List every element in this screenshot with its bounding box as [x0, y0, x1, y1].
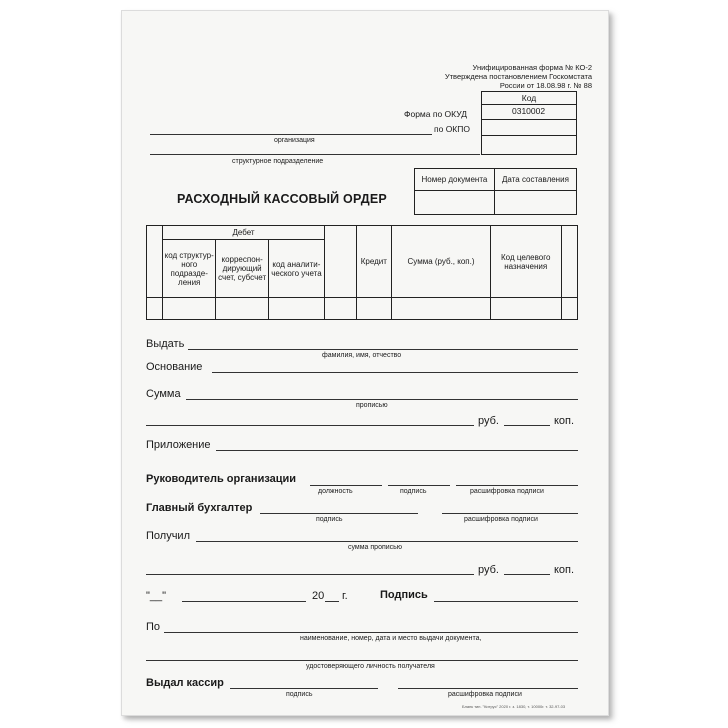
chief-decoding-line[interactable]	[442, 513, 578, 514]
blank-col-start	[147, 226, 163, 240]
okud-label: Форма по ОКУД	[404, 109, 467, 119]
cashier-decoding-line[interactable]	[398, 688, 578, 689]
sum-kop-line[interactable]	[504, 425, 550, 426]
head-signature-caption: подпись	[400, 488, 427, 495]
date-month-line[interactable]	[182, 601, 306, 602]
doc-date-header: Дата составления	[494, 169, 576, 191]
head-decoding-line[interactable]	[456, 485, 578, 486]
form-sheet	[121, 10, 609, 716]
sum-line-1[interactable]	[186, 399, 578, 400]
head-position-caption: должность	[318, 488, 353, 495]
received-rub-label: руб.	[478, 564, 499, 576]
struct-code-header: код структур-ного подразде-ления	[163, 240, 216, 298]
sum-rub-label: руб.	[478, 415, 499, 427]
document-title: РАСХОДНЫЙ КАССОВЫЙ ОРДЕР	[177, 192, 387, 206]
received-line-2[interactable]	[146, 574, 474, 575]
header-line-2: Утверждена постановлением Госкомстата	[444, 72, 592, 81]
printer-imprint: Бланк тип. "Китрус" 2020 г. з. 1830, т. 10000г. т. 32-97-03	[462, 704, 566, 709]
cell-sum[interactable]	[392, 298, 491, 320]
received-label: Получил	[146, 530, 190, 542]
sum-caption: прописью	[356, 402, 388, 409]
issue-line[interactable]	[188, 349, 578, 350]
sum-kop-label: коп.	[554, 415, 575, 427]
purpose-header: Код целевого назначения	[490, 226, 561, 298]
kod-label: Код	[521, 93, 537, 103]
sign-label: Подпись	[380, 589, 428, 601]
cashier-decoding-caption: расшифровка подписи	[448, 691, 522, 698]
head-position-line[interactable]	[310, 485, 382, 486]
chief-signature-line[interactable]	[260, 513, 418, 514]
cell-credit[interactable]	[356, 298, 392, 320]
blank-col-end	[561, 226, 577, 298]
basis-line[interactable]	[212, 372, 578, 373]
head-decoding-caption: расшифровка подписи	[470, 488, 544, 495]
cell-analytic[interactable]	[269, 298, 324, 320]
chief-decoding-caption: расшифровка подписи	[464, 516, 538, 523]
head-signature-line[interactable]	[388, 485, 450, 486]
cell-corr[interactable]	[216, 298, 269, 320]
by-label: По	[146, 621, 161, 633]
id-caption: удостоверяющего личность получателя	[306, 663, 435, 670]
doc-number-cell[interactable]	[415, 191, 495, 215]
cashier-signature-line[interactable]	[230, 688, 378, 689]
attachment-line[interactable]	[216, 450, 578, 451]
sum-header: Сумма (руб., коп.)	[392, 226, 491, 298]
sum-words-caption: сумма прописью	[348, 544, 403, 551]
doc-number-table	[414, 168, 577, 215]
debit-header: Дебет	[163, 226, 324, 240]
head-label: Руководитель организации	[146, 473, 297, 485]
year-suffix: г.	[342, 590, 348, 602]
by-line[interactable]	[164, 632, 578, 633]
header-line-1: Унифицированная форма № КО-2	[472, 63, 592, 72]
cell-blank-start[interactable]	[147, 298, 163, 320]
chief-accountant-label: Главный бухгалтер	[146, 502, 253, 514]
corr-account-header: корреспон-дирующий счет, субсчет	[216, 240, 269, 298]
sign-line[interactable]	[434, 601, 578, 602]
id-line[interactable]	[146, 660, 578, 661]
received-kop-line[interactable]	[504, 574, 550, 575]
cell-struct[interactable]	[163, 298, 216, 320]
blank-col-mid	[324, 226, 356, 298]
department-line[interactable]	[150, 154, 480, 155]
chief-signature-caption: подпись	[316, 516, 343, 523]
credit-header: Кредит	[356, 226, 392, 298]
cell-purpose[interactable]	[490, 298, 561, 320]
sum-line-2[interactable]	[146, 425, 474, 426]
okpo-label: по ОКПО	[434, 124, 470, 134]
doc-caption: наименование, номер, дата и место выдачи документа,	[300, 635, 482, 642]
issue-label: Выдать	[146, 338, 185, 350]
doc-date-cell[interactable]	[494, 191, 576, 215]
date-day-quote[interactable]: "__"	[146, 590, 167, 602]
year-line[interactable]	[325, 601, 339, 602]
doc-number-header: Номер документа	[415, 169, 495, 191]
attachment-label: Приложение	[146, 439, 211, 451]
sum-label: Сумма	[146, 388, 181, 400]
basis-label: Основание	[146, 361, 203, 373]
cashier-signature-caption: подпись	[286, 691, 313, 698]
cell-blank-end[interactable]	[561, 298, 577, 320]
blank-col-start-2	[147, 240, 163, 298]
header-line-3: России от 18.08.98 г. № 88	[499, 81, 592, 90]
analytic-code-header: код аналити-ческого учета	[269, 240, 324, 298]
code-box	[481, 91, 577, 155]
form-header	[445, 63, 592, 90]
received-kop-label: коп.	[554, 564, 575, 576]
organization-line[interactable]	[150, 134, 432, 135]
cashier-label: Выдал кассир	[146, 677, 224, 689]
cell-blank-mid[interactable]	[324, 298, 356, 320]
organization-caption: организация	[274, 137, 315, 144]
received-line[interactable]	[196, 541, 578, 542]
issue-caption: фамилия, имя, отчество	[322, 352, 402, 359]
accounting-table	[146, 225, 578, 320]
department-caption: структурное подразделение	[232, 158, 324, 165]
okud-value[interactable]: 0310002	[512, 106, 546, 116]
year-prefix: 20	[312, 590, 325, 602]
